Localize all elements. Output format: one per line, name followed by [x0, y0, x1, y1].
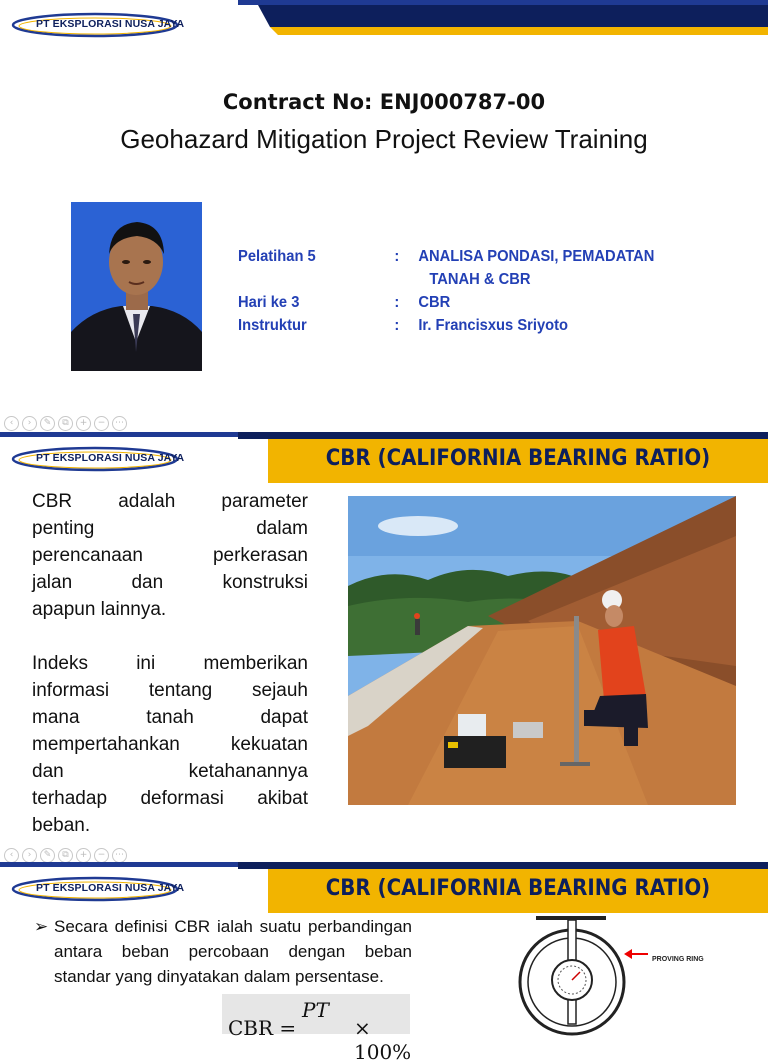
cbr-field-test-photo	[348, 496, 736, 805]
logo-text: PT EKSPLORASI NUSA JAYA	[36, 18, 185, 30]
slide-title: CBR (CALIFORNIA BEARING RATIO)	[325, 446, 711, 471]
slide-title: CBR (CALIFORNIA BEARING RATIO)	[325, 876, 711, 901]
bullet-item	[34, 914, 412, 989]
info-value: CBR	[418, 294, 451, 311]
training-info	[238, 245, 694, 337]
slide-title	[0, 0, 768, 412]
company-logo	[10, 12, 185, 38]
proving-ring-label: PROVING RING	[652, 956, 704, 963]
text-line: beban.	[32, 815, 91, 836]
text-line: jalan dan konstruksi	[32, 572, 308, 593]
header-bar-navy	[238, 862, 768, 869]
text-line: apapun lainnya.	[32, 599, 167, 620]
info-key	[238, 268, 394, 291]
logo-text: PT EKSPLORASI NUSA JAYA	[36, 882, 185, 894]
info-value: TANAH & CBR	[429, 271, 531, 288]
info-row-instruktur	[238, 314, 694, 337]
zoom-out-icon[interactable]: −	[94, 848, 109, 863]
header-bar-navy	[238, 432, 768, 439]
bullet-text: Secara definisi CBR ialah suatu perbandingan antara beban percobaan dengan beban standar yang dinyatakan dalam persentase.	[54, 917, 412, 986]
logo-text: PT EKSPLORASI NUSA JAYA	[36, 452, 185, 464]
next-icon[interactable]: ›	[22, 416, 37, 431]
more-icon[interactable]: ⋯	[112, 416, 127, 431]
info-colon: :	[394, 317, 400, 334]
text-line: terhadap deformasi akibat	[32, 788, 308, 809]
zoom-in-icon[interactable]: +	[76, 848, 91, 863]
paragraph-gap	[32, 623, 308, 650]
zoom-in-icon[interactable]: +	[76, 416, 91, 431]
info-colon: :	[394, 294, 400, 311]
text-line: mempertahankan kekuatan	[32, 734, 308, 755]
previous-icon[interactable]: ‹	[4, 416, 19, 431]
next-icon[interactable]: ›	[22, 848, 37, 863]
formula-numerator: PT	[302, 998, 329, 1022]
cbr-description	[32, 488, 308, 839]
instructor-photo	[71, 202, 202, 371]
header-bar-blue	[238, 0, 768, 5]
training-title: Geohazard Mitigation Project Review Training	[120, 124, 648, 154]
header-bar-gold	[270, 27, 768, 35]
info-colon: :	[394, 248, 400, 265]
info-key: Hari ke 3	[238, 294, 300, 311]
text-line: CBR adalah parameter	[32, 491, 308, 512]
info-key: Instruktur	[238, 317, 307, 334]
text-line: penting dalam	[32, 518, 308, 539]
header-bar-blue	[0, 432, 238, 437]
formula-lhs: CBR =	[228, 1016, 297, 1040]
slide-cbr-definition	[0, 862, 768, 1064]
zoom-out-icon[interactable]: −	[94, 416, 109, 431]
info-row-pelatihan-cont	[238, 268, 694, 291]
info-row-pelatihan	[238, 245, 694, 268]
company-logo	[10, 876, 185, 902]
header-bar-navy	[258, 5, 768, 27]
info-key: Pelatihan 5	[238, 248, 316, 265]
info-value: Ir. Francisxus Sriyoto	[418, 317, 569, 334]
text-line: dan ketahanannya	[32, 761, 308, 782]
more-icon[interactable]: ⋯	[112, 848, 127, 863]
slide-cbr-intro	[0, 432, 768, 842]
formula-rhs: × 100%	[354, 1016, 412, 1064]
text-line: mana tanah dapat	[32, 707, 308, 728]
info-colon	[394, 268, 418, 291]
edit-icon[interactable]: ✎	[40, 848, 55, 863]
arrow-bullet-icon: ➢	[34, 917, 49, 936]
slide-toolbar	[4, 848, 127, 863]
share-icon[interactable]: ⧉	[58, 416, 73, 431]
contract-number: Contract No: ENJ000787-00	[222, 90, 546, 114]
info-value: ANALISA PONDASI, PEMADATAN	[418, 248, 655, 265]
share-icon[interactable]: ⧉	[58, 848, 73, 863]
cbr-formula	[222, 994, 412, 1064]
previous-icon[interactable]: ‹	[4, 848, 19, 863]
header-bar-blue	[0, 862, 238, 867]
text-line: perencanaan perkerasan	[32, 545, 308, 566]
text-line: informasi tentang sejauh	[32, 680, 308, 701]
cbr-definition	[34, 914, 412, 989]
slide-toolbar	[4, 416, 127, 431]
edit-icon[interactable]: ✎	[40, 416, 55, 431]
company-logo	[10, 446, 185, 472]
proving-ring-diagram	[500, 910, 760, 1024]
info-row-hari	[238, 291, 694, 314]
text-line: Indeks ini memberikan	[32, 653, 308, 674]
